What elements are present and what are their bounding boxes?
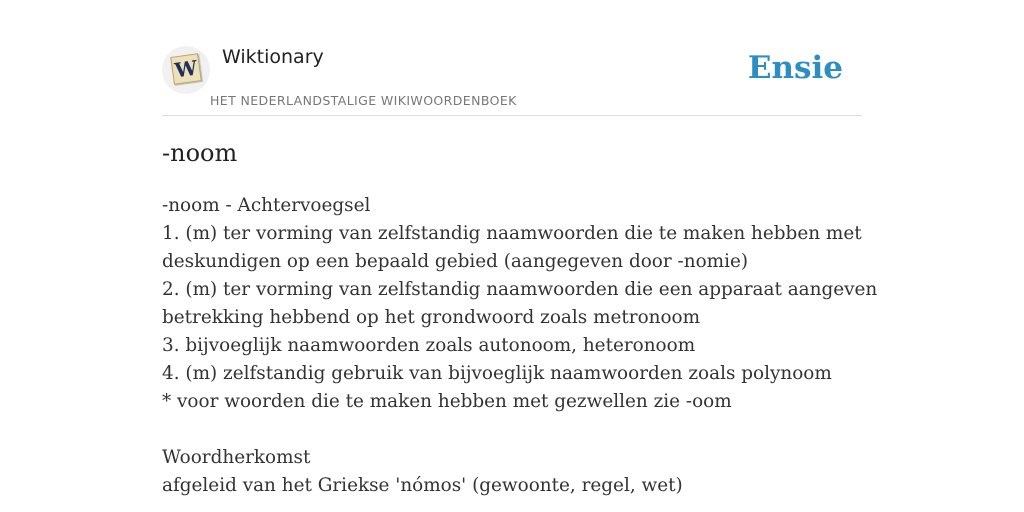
entry-title: -noom	[162, 139, 238, 167]
entry-line: * voor woorden die te maken hebben met gezwellen zie -oom	[162, 391, 732, 412]
site-tagline: HET NEDERLANDSTALIGE WIKIWOORDENBOEK	[210, 93, 517, 108]
logo-letter: W	[173, 55, 199, 83]
etymology-heading: Woordherkomst	[162, 447, 311, 468]
ensie-brand-logo[interactable]: Ensie	[747, 50, 843, 86]
entry-line: -noom - Achtervoegsel	[162, 195, 371, 216]
entry-line: deskundigen op een bepaald gebied (aangegeven door -nomie)	[162, 251, 749, 272]
entry-line: 4. (m) zelfstandig gebruik van bijvoeglijk naamwoorden zoals polynoom	[162, 363, 832, 384]
entry-body	[162, 192, 878, 500]
entry-line: betrekking hebbend op het grondwoord zoals metronoom	[162, 307, 701, 328]
site-header	[162, 40, 862, 116]
entry-line: 1. (m) ter vorming van zelfstandig naamwoorden die te maken hebben met	[162, 223, 862, 244]
wiktionary-logo[interactable]	[162, 46, 210, 94]
site-name[interactable]: Wiktionary	[222, 46, 324, 68]
spacer	[162, 416, 862, 444]
wiktionary-logo-icon	[170, 53, 202, 85]
etymology-text: afgeleid van het Griekse 'nómos' (gewoonte, regel, wet)	[162, 475, 683, 496]
entry-line: 3. bijvoeglijk naamwoorden zoals autonoom, heteronoom	[162, 335, 696, 356]
entry-line: 2. (m) ter vorming van zelfstandig naamwoorden die een apparaat aangeven	[162, 279, 878, 300]
